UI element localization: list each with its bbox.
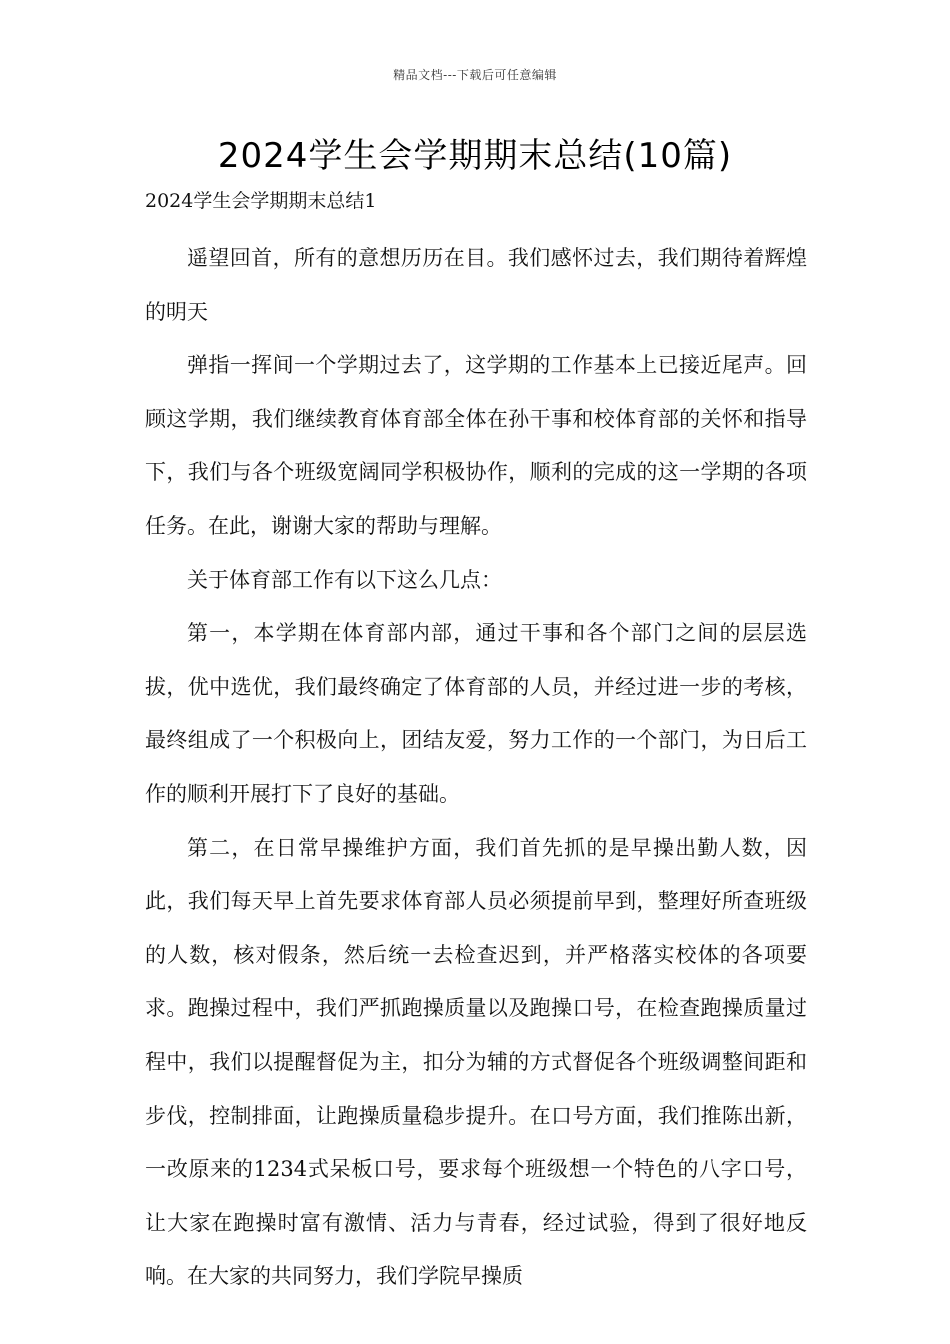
document-body <box>145 186 807 1304</box>
paragraph: 第二，在日常早操维护方面，我们首先抓的是早操出勤人数，因此，我们每天早上首先要求体育部人员必须提前早到，整理好所查班级的人数，核对假条，然后统一去检查迟到，并严格落实校体的各项要求。跑操过程中，我们严抓跑操质量以及跑操口号，在检查跑操质量过程中，我们以提醒督促为主，扣分为辅的方式督促各个班级调整间距和步伐，控制排面，让跑操质量稳步提升。在口号方面，我们推陈出新，一改原来的1234式呆板口号，要求每个班级想一个特色的八字口号，让大家在跑操时富有激情、活力与青春，经过试验，得到了很好地反响。在大家的共同努力，我们学院早操质 <box>145 835 807 1289</box>
header-note: 精品文档---下载后可任意编辑 <box>393 68 557 82</box>
paragraph: 弹指一挥间一个学期过去了，这学期的工作基本上已接近尾声。回顾这学期，我们继续教育体育部全体在孙干事和校体育部的关怀和指导下，我们与各个班级宽阔同学积极协作，顺利的完成的这一学期的各项任务。在此，谢谢大家的帮助与理解。 <box>145 353 807 538</box>
paragraph: 关于体育部工作有以下这么几点： <box>187 567 502 592</box>
document-title: 2024学生会学期期末总结(10篇) <box>217 136 733 176</box>
paragraph: 遥望回首，所有的意想历历在目。我们感怀过去，我们期待着辉煌的明天 <box>145 246 807 324</box>
paragraph: 第一，本学期在体育部内部，通过干事和各个部门之间的层层选拔，优中选优，我们最终确定了体育部的人员，并经过进一步的考核，最终组成了一个积极向上，团结友爱，努力工作的一个部门，为日后工作的顺利开展打下了良好的基础。 <box>145 621 807 806</box>
section-subtitle: 2024学生会学期期末总结1 <box>145 190 377 212</box>
